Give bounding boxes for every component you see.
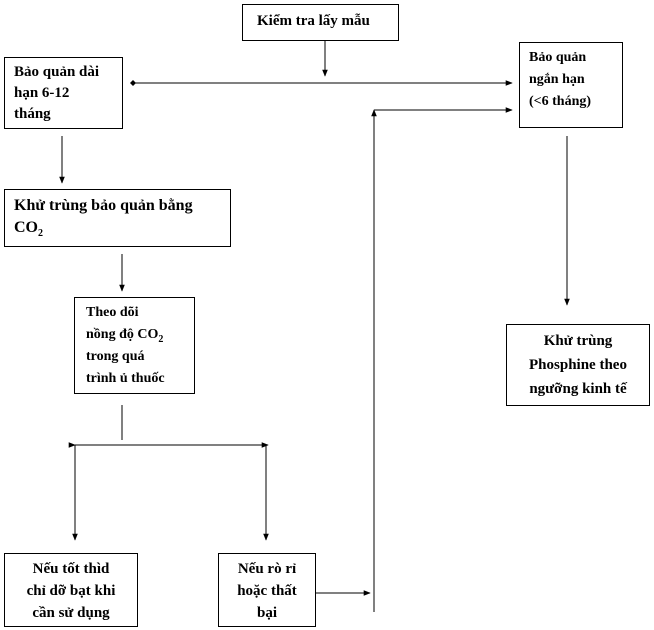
box-sampling [242, 4, 399, 41]
box-monitor-line-4: trình ủ thuốc [86, 371, 165, 386]
monitor-co2-text: nồng độ CO [86, 327, 159, 342]
box-if-leak-line-3: bại [256, 605, 277, 621]
box-if-leak-line-2: hoặc thất [237, 583, 297, 599]
box-monitor-line-3: trong quá [86, 349, 145, 364]
box-if-good-line-3: cần sử dụng [32, 605, 110, 621]
box-sampling-label: Kiểm tra lấy mẫu [257, 13, 370, 29]
box-co2-disinfection [4, 189, 231, 247]
box-monitor-co2 [74, 297, 195, 394]
box-phosphine-line-1: Khử trùng [543, 333, 613, 349]
box-monitor-line-1: Theo dõi [86, 305, 139, 320]
box-short-term-line-2: ngắn hạn [529, 72, 585, 87]
box-long-term-line-3: tháng [14, 106, 51, 122]
box-long-term-line-1: Bảo quản dài [14, 64, 100, 80]
box-co2-disinfection-line-1: Khử trùng bảo quản bằng [14, 197, 193, 214]
box-short-term-line-1: Bảo quản [529, 50, 587, 65]
box-phosphine-line-3: ngưỡng kinh tế [529, 381, 627, 397]
box-if-good-line-2: chỉ dỡ bạt khi [26, 583, 116, 599]
box-phosphine-line-2: Phosphine theo [529, 357, 627, 373]
monitor-co2-subscript: 2 [158, 333, 164, 345]
box-long-term-storage [4, 57, 123, 129]
box-monitor-line-2 [86, 324, 194, 346]
box-if-good-line-1: Nếu tốt thìd [32, 561, 110, 577]
box-if-leak-line-1: Nếu rò rỉ [237, 561, 297, 577]
box-if-good [4, 553, 138, 627]
box-short-term-line-3: (<6 tháng) [529, 94, 592, 109]
box-phosphine [506, 324, 650, 406]
box-short-term-storage [519, 42, 623, 128]
box-long-term-line-2: hạn 6-12 [14, 85, 70, 101]
box-co2-disinfection-line-2 [14, 217, 230, 239]
co2-subscript: 2 [38, 228, 43, 240]
box-if-leak [218, 553, 316, 627]
co2-text: CO [14, 219, 38, 236]
